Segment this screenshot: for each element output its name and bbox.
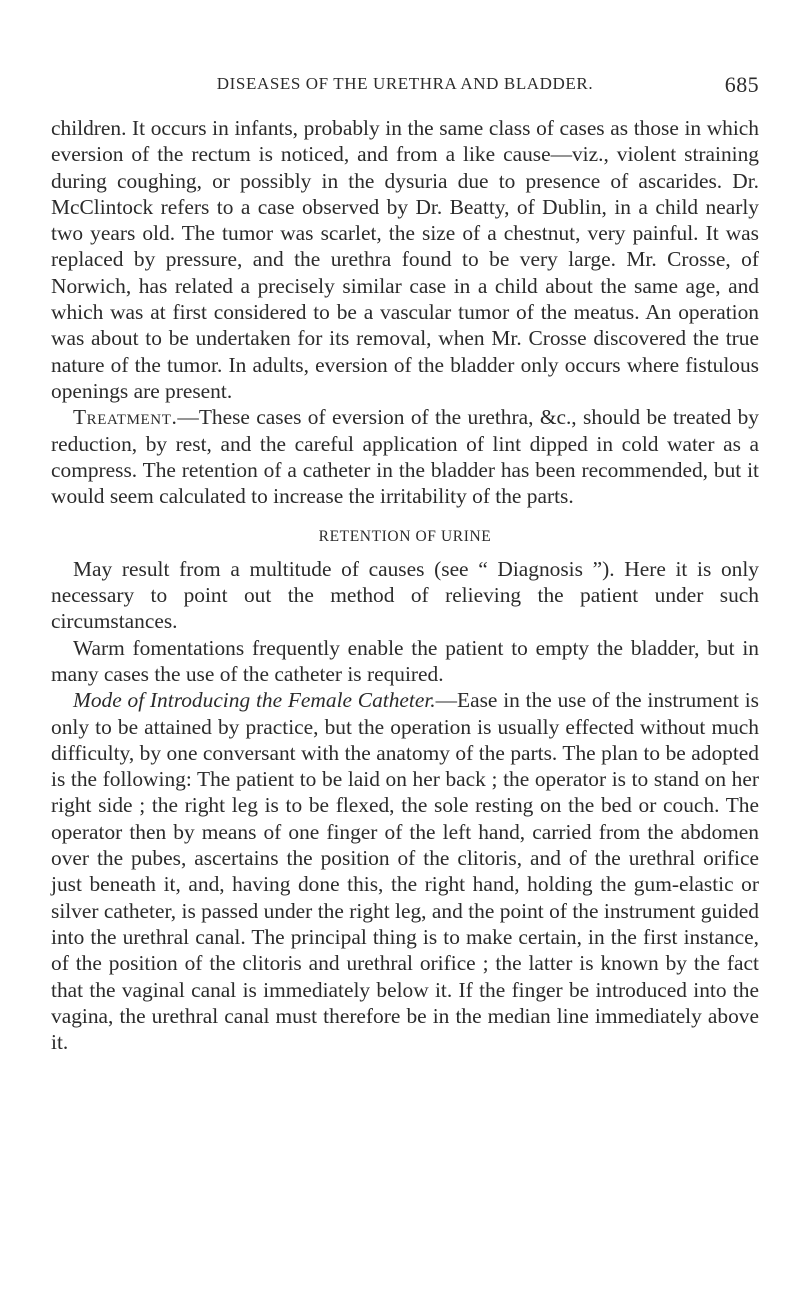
paragraph-continuation: children. It occurs in infants, probably in the same class of cases as those in which eversion of the rectum is noticed, and from a like cause—viz., violent straining during coughing, or possibly in the dysuria due to presence of ascarides. Dr. McClintock refers to a case observed by Dr. Beatty, of Dublin, in a child nearly two years old. The tumor was scarlet, the size of a chestnut, very painful. It was replaced by pressure, and the urethra found to be very large. Mr. Crosse, of Norwich, has related a precisely similar case in a child about the same age, and which was at first considered to be a vascular tumor of the meatus. An operation was about to be undertaken for its removal, when Mr. Crosse discovered the true nature of the tumor. In adults, eversion of the bladder only occurs where fistulous openings are present. [51, 116, 759, 403]
treatment-text: —These cases of eversion of the urethra, &c., should be treated by reduction, by rest, and the careful application of lint dipped in cold water as a compress. The retention of a catheter in the bladder has been recommended, but it would seem calculated to increase the irritability of the parts. [51, 405, 759, 509]
section-title: RETENTION OF URINE [318, 528, 492, 546]
body-text [51, 115, 759, 1055]
running-head: DISEASES OF THE URETHRA AND BLADDER. [216, 74, 594, 93]
paragraph-treatment [51, 404, 759, 509]
paragraph-catheter [51, 687, 759, 1055]
treatment-heading: Treatment. [73, 405, 178, 430]
paragraph-retention: May result from a multitude of causes (see “ Diagnosis ”). Here it is only necessary to point out the method of relieving the patient under such circumstances. [51, 556, 759, 634]
paragraph-fomentations: Warm fomentations frequently enable the patient to empty the bladder, but in many cases the use of the catheter is required. [51, 635, 759, 686]
book-page [51, 72, 759, 1055]
catheter-text: —Ease in the use of the instrument is only to be attained by practice, but the operation is usually effected without much difficulty, by one conversant with the anatomy of the parts. The plan to be adopted is the following: The patient to be laid on her back ; the operator is to stand on her right side ; the right leg is to be flexed, the sole resting on the bed or couch. The operator then by means of one finger of the left hand, carried from the abdomen over the pubes, ascertains the position of the clitoris, and of the urethral orifice just beneath it, and, having done this, the right hand, holding the gum-elastic or silver catheter, is passed under the right leg, and the point of the instrument guided into the urethral canal. The principal thing is to make certain, in the first instance, of the position of the clitoris and urethral orifice ; the latter is known by the fact that the vaginal canal is immediately below it. If the finger be introduced into the vagina, the urethral canal must therefore be in the median line immediately above it. [51, 688, 759, 1055]
page-header [51, 72, 759, 102]
page-number: 685 [724, 72, 759, 97]
catheter-heading: Mode of Introducing the Female Catheter. [73, 688, 436, 713]
